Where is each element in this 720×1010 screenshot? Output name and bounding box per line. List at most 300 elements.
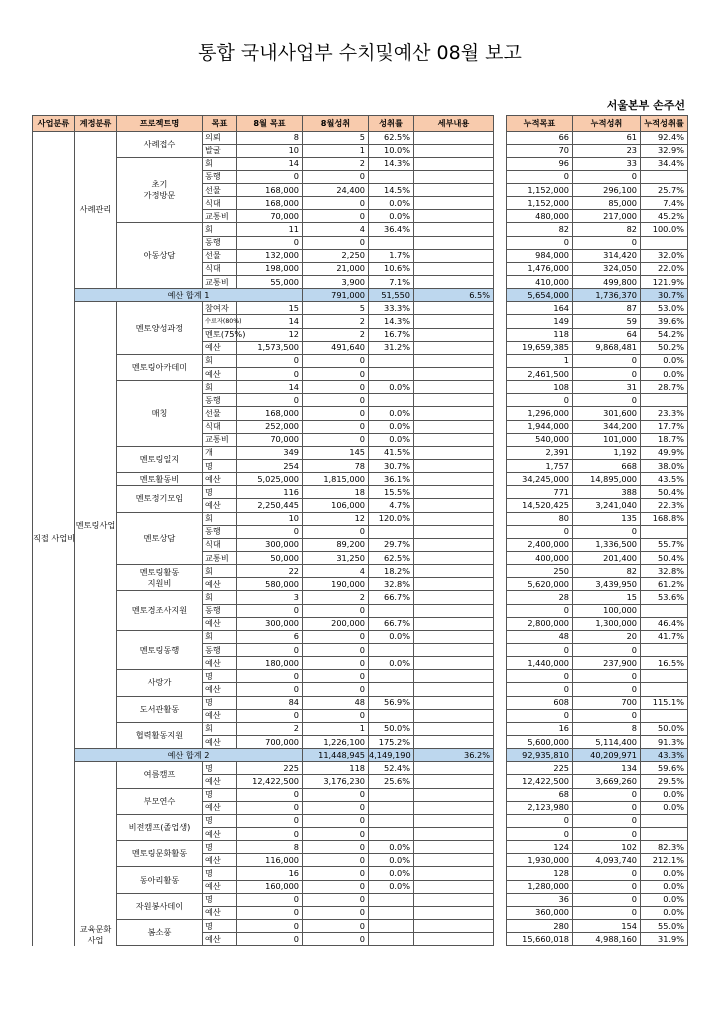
- cum-rate-cell: 28.7%: [641, 381, 688, 394]
- cum-target-cell: 1,944,000: [507, 420, 573, 433]
- cum-rate-cell: 100.0%: [641, 223, 688, 236]
- cum-total-target: 92,935,810: [507, 749, 573, 762]
- month-target-cell: 0: [237, 604, 303, 617]
- rate-cell: [369, 788, 414, 801]
- cum-rate-cell: [641, 683, 688, 696]
- detail-cell: [414, 499, 494, 512]
- header-detail: 세부내용: [414, 116, 494, 132]
- detail-cell: [414, 841, 494, 854]
- cum-row: [507, 420, 688, 433]
- cum-row: [507, 814, 688, 827]
- rate-cell: [369, 709, 414, 722]
- month-actual-cell: 106,000: [303, 499, 369, 512]
- detail-cell: [414, 368, 494, 381]
- cum-actual-cell: 1,192: [573, 446, 641, 459]
- cum-row: [507, 368, 688, 381]
- unit-cell: 예산: [203, 578, 237, 591]
- cum-rate-cell: 212.1%: [641, 854, 688, 867]
- cum-actual-cell: 0: [573, 170, 641, 183]
- cum-row: [507, 197, 688, 210]
- cum-actual-cell: 100,000: [573, 604, 641, 617]
- detail-cell: [414, 328, 494, 341]
- unit-cell: 예산: [203, 617, 237, 630]
- cum-target-cell: 2,800,000: [507, 617, 573, 630]
- unit-cell: 회: [203, 565, 237, 578]
- project-name-cell: 비전캠프(졸업생): [117, 814, 203, 840]
- rate-cell: 31.2%: [369, 341, 414, 354]
- cum-rate-cell: 0.0%: [641, 801, 688, 814]
- unit-cell: 참여자: [203, 302, 237, 315]
- cum-rate-cell: 17.7%: [641, 420, 688, 433]
- cum-row: [507, 933, 688, 946]
- cum-row: [507, 394, 688, 407]
- cum-row: [507, 709, 688, 722]
- cum-rate-cell: 32.8%: [641, 565, 688, 578]
- header-row: [33, 116, 494, 132]
- detail-cell: [414, 867, 494, 880]
- unit-cell: 예산: [203, 735, 237, 748]
- month-target-cell: 252,000: [237, 420, 303, 433]
- month-actual-cell: 0: [303, 420, 369, 433]
- month-actual-cell: 18: [303, 486, 369, 499]
- cum-rate-cell: 61.2%: [641, 578, 688, 591]
- rate-cell: 29.7%: [369, 538, 414, 551]
- cum-row: [507, 499, 688, 512]
- cum-target-cell: 280: [507, 919, 573, 932]
- month-actual-cell: 0: [303, 709, 369, 722]
- cum-actual-cell: 0: [573, 354, 641, 367]
- cum-actual-cell: 0: [573, 525, 641, 538]
- cum-rate-cell: 55.0%: [641, 919, 688, 932]
- cum-row: [507, 604, 688, 617]
- cum-actual-cell: 3,669,260: [573, 775, 641, 788]
- month-actual-cell: 190,000: [303, 578, 369, 591]
- detail-cell: [414, 775, 494, 788]
- cum-actual-cell: 1,336,500: [573, 538, 641, 551]
- cum-rate-cell: 7.4%: [641, 197, 688, 210]
- cum-rate-cell: [641, 827, 688, 840]
- cum-actual-cell: 668: [573, 460, 641, 473]
- rate-cell: 10.6%: [369, 262, 414, 275]
- rate-cell: [369, 368, 414, 381]
- unit-cell: 예산: [203, 341, 237, 354]
- cum-rate-cell: 23.3%: [641, 407, 688, 420]
- cum-target-cell: 5,600,000: [507, 735, 573, 748]
- rate-cell: 0.0%: [369, 630, 414, 643]
- month-actual-cell: 0: [303, 801, 369, 814]
- rate-cell: [369, 525, 414, 538]
- month-actual-cell: 1: [303, 722, 369, 735]
- unit-cell: 수료자(80%): [203, 315, 237, 328]
- cum-rate-cell: 45.2%: [641, 210, 688, 223]
- cum-rate-cell: 46.4%: [641, 617, 688, 630]
- cum-row: [507, 591, 688, 604]
- detail-cell: [414, 670, 494, 683]
- detail-cell: [414, 249, 494, 262]
- unit-cell: 명: [203, 460, 237, 473]
- cum-target-cell: 149: [507, 315, 573, 328]
- unit-cell: 선물: [203, 184, 237, 197]
- month-actual-cell: 0: [303, 630, 369, 643]
- cum-rate-cell: 50.0%: [641, 722, 688, 735]
- month-target-cell: 580,000: [237, 578, 303, 591]
- rate-cell: [369, 801, 414, 814]
- cum-target-cell: 164: [507, 302, 573, 315]
- unit-cell: 예산: [203, 827, 237, 840]
- unit-cell: 회: [203, 381, 237, 394]
- cum-target-cell: 1,476,000: [507, 262, 573, 275]
- cum-rate-cell: 82.3%: [641, 841, 688, 854]
- month-target-cell: 8: [237, 841, 303, 854]
- rate-cell: 1.7%: [369, 249, 414, 262]
- month-target-cell: 8: [237, 131, 303, 144]
- month-actual-cell: 3,900: [303, 276, 369, 289]
- cum-target-cell: 1,296,000: [507, 407, 573, 420]
- detail-cell: [414, 919, 494, 932]
- detail-cell: [414, 906, 494, 919]
- rate-cell: 0.0%: [369, 381, 414, 394]
- cum-row: [507, 552, 688, 565]
- month-target-cell: 2,250,445: [237, 499, 303, 512]
- total-target: 791,000: [303, 289, 369, 302]
- cum-row: [507, 341, 688, 354]
- cum-target-cell: 124: [507, 841, 573, 854]
- cum-actual-cell: 0: [573, 643, 641, 656]
- month-actual-cell: 1,226,100: [303, 735, 369, 748]
- cum-rate-cell: 38.0%: [641, 460, 688, 473]
- detail-cell: [414, 473, 494, 486]
- cum-rate-cell: 29.5%: [641, 775, 688, 788]
- cum-total-rate: 30.7%: [641, 289, 688, 302]
- cum-row: [507, 801, 688, 814]
- cum-actual-cell: 5,114,400: [573, 735, 641, 748]
- month-actual-cell: 21,000: [303, 262, 369, 275]
- detail-cell: [414, 538, 494, 551]
- unit-cell: 명: [203, 670, 237, 683]
- project-name-cell: 매칭: [117, 381, 203, 447]
- cum-row: [507, 315, 688, 328]
- month-target-cell: 0: [237, 170, 303, 183]
- month-target-cell: 70,000: [237, 433, 303, 446]
- rate-cell: 0.0%: [369, 854, 414, 867]
- cum-target-cell: 66: [507, 131, 573, 144]
- month-target-cell: 168,000: [237, 197, 303, 210]
- month-actual-cell: 0: [303, 236, 369, 249]
- cum-row: [507, 184, 688, 197]
- month-actual-cell: 0: [303, 368, 369, 381]
- budget-total-label: 예산 합계 2: [75, 749, 303, 762]
- detail-cell: [414, 933, 494, 946]
- cum-actual-cell: 3,241,040: [573, 499, 641, 512]
- month-actual-cell: 0: [303, 933, 369, 946]
- cum-rate-cell: 91.3%: [641, 735, 688, 748]
- unit-cell: 교통비: [203, 552, 237, 565]
- cum-rate-cell: 18.7%: [641, 433, 688, 446]
- table-row: [33, 762, 494, 775]
- cum-rate-cell: 39.6%: [641, 315, 688, 328]
- rate-cell: 0.0%: [369, 407, 414, 420]
- cum-rate-cell: 50.4%: [641, 552, 688, 565]
- cum-total-actual: 40,209,971: [573, 749, 641, 762]
- cum-target-cell: 410,000: [507, 276, 573, 289]
- unit-cell: 명: [203, 841, 237, 854]
- detail-cell: [414, 170, 494, 183]
- cum-target-cell: 0: [507, 236, 573, 249]
- unit-cell: 교통비: [203, 276, 237, 289]
- cum-actual-cell: 0: [573, 906, 641, 919]
- cum-rate-cell: 168.8%: [641, 512, 688, 525]
- rate-cell: 0.0%: [369, 867, 414, 880]
- unit-cell: 예산: [203, 880, 237, 893]
- cum-actual-cell: 8: [573, 722, 641, 735]
- cum-row: [507, 578, 688, 591]
- cum-target-cell: 80: [507, 512, 573, 525]
- cum-target-cell: 1,280,000: [507, 880, 573, 893]
- unit-cell: 교통비: [203, 433, 237, 446]
- unit-cell: 회: [203, 354, 237, 367]
- unit-cell: 선물: [203, 249, 237, 262]
- cum-target-cell: 0: [507, 670, 573, 683]
- month-target-cell: 0: [237, 933, 303, 946]
- cum-target-cell: 480,000: [507, 210, 573, 223]
- cum-row: [507, 841, 688, 854]
- rate-cell: [369, 906, 414, 919]
- detail-cell: [414, 735, 494, 748]
- project-name-cell: 부모연수: [117, 788, 203, 814]
- cum-actual-cell: 4,093,740: [573, 854, 641, 867]
- detail-cell: [414, 696, 494, 709]
- month-target-cell: 0: [237, 919, 303, 932]
- month-actual-cell: 2: [303, 157, 369, 170]
- cum-target-cell: 0: [507, 525, 573, 538]
- month-target-cell: 0: [237, 643, 303, 656]
- cum-row: [507, 276, 688, 289]
- cum-actual-cell: 82: [573, 223, 641, 236]
- detail-cell: [414, 578, 494, 591]
- cum-rate-cell: 50.2%: [641, 341, 688, 354]
- header-cum-target: 누적목표: [507, 116, 573, 132]
- month-actual-cell: 491,640: [303, 341, 369, 354]
- detail-cell: [414, 131, 494, 144]
- cum-row: [507, 170, 688, 183]
- cum-target-cell: 2,123,980: [507, 801, 573, 814]
- cum-target-cell: 68: [507, 788, 573, 801]
- cum-rate-cell: 54.2%: [641, 328, 688, 341]
- unit-cell: 식대: [203, 420, 237, 433]
- cum-rate-cell: 53.0%: [641, 302, 688, 315]
- cum-actual-cell: 0: [573, 893, 641, 906]
- month-actual-cell: 0: [303, 604, 369, 617]
- cum-actual-cell: 296,100: [573, 184, 641, 197]
- rate-cell: 41.5%: [369, 446, 414, 459]
- rate-cell: 36.1%: [369, 473, 414, 486]
- detail-cell: [414, 341, 494, 354]
- cum-row: [507, 630, 688, 643]
- cum-actual-cell: 135: [573, 512, 641, 525]
- cum-target-cell: 15,660,018: [507, 933, 573, 946]
- rate-cell: 50.0%: [369, 722, 414, 735]
- month-actual-cell: 145: [303, 446, 369, 459]
- cum-rate-cell: 0.0%: [641, 893, 688, 906]
- cum-target-cell: 0: [507, 709, 573, 722]
- cum-row: [507, 788, 688, 801]
- cum-actual-cell: 237,900: [573, 657, 641, 670]
- month-target-cell: 349: [237, 446, 303, 459]
- month-target-cell: 16: [237, 867, 303, 880]
- project-name-cell: 사례접수: [117, 131, 203, 157]
- detail-cell: [414, 657, 494, 670]
- month-actual-cell: 3,176,230: [303, 775, 369, 788]
- cum-row: [507, 512, 688, 525]
- month-actual-cell: 0: [303, 841, 369, 854]
- cum-target-cell: 14,520,425: [507, 499, 573, 512]
- rate-cell: 0.0%: [369, 657, 414, 670]
- cum-rate-cell: [641, 670, 688, 683]
- month-target-cell: 300,000: [237, 538, 303, 551]
- month-target-cell: 0: [237, 827, 303, 840]
- table-row: [33, 131, 494, 144]
- detail-cell: [414, 394, 494, 407]
- rate-cell: 16.7%: [369, 328, 414, 341]
- cum-row: [507, 262, 688, 275]
- table-row: [33, 302, 494, 315]
- cum-actual-cell: 301,600: [573, 407, 641, 420]
- total-actual: 4,149,190: [369, 749, 414, 762]
- cum-rate-cell: 16.5%: [641, 657, 688, 670]
- detail-cell: [414, 788, 494, 801]
- header-cum-actual: 누적성취: [573, 116, 641, 132]
- month-actual-cell: 0: [303, 381, 369, 394]
- month-actual-cell: 2: [303, 315, 369, 328]
- unit-cell: 교통비: [203, 210, 237, 223]
- month-actual-cell: 0: [303, 433, 369, 446]
- month-actual-cell: 0: [303, 788, 369, 801]
- cum-row: [507, 473, 688, 486]
- month-target-cell: 14: [237, 157, 303, 170]
- cum-rate-cell: 0.0%: [641, 354, 688, 367]
- unit-cell: 예산: [203, 854, 237, 867]
- rate-cell: 10.0%: [369, 144, 414, 157]
- cum-target-cell: 108: [507, 381, 573, 394]
- project-name-cell: 아동상담: [117, 223, 203, 289]
- unit-cell: 동행: [203, 170, 237, 183]
- unit-cell: 명: [203, 893, 237, 906]
- cum-actual-cell: 0: [573, 801, 641, 814]
- cum-row: [507, 236, 688, 249]
- unit-cell: 식대: [203, 262, 237, 275]
- cum-rate-cell: 53.6%: [641, 591, 688, 604]
- monthly-table: [32, 115, 494, 946]
- cum-row: [507, 354, 688, 367]
- cum-row: [507, 854, 688, 867]
- detail-cell: [414, 827, 494, 840]
- cum-target-cell: 34,245,000: [507, 473, 573, 486]
- cum-target-cell: 19,659,385: [507, 341, 573, 354]
- month-target-cell: 0: [237, 394, 303, 407]
- rate-cell: 18.2%: [369, 565, 414, 578]
- unit-cell: 식대: [203, 197, 237, 210]
- rate-cell: 62.5%: [369, 131, 414, 144]
- month-target-cell: 700,000: [237, 735, 303, 748]
- detail-cell: [414, 276, 494, 289]
- cum-row: [507, 446, 688, 459]
- detail-cell: [414, 381, 494, 394]
- month-target-cell: 2: [237, 722, 303, 735]
- cum-row: [507, 249, 688, 262]
- project-name-cell: 봄소풍: [117, 919, 203, 945]
- cum-total-row: [507, 289, 688, 302]
- detail-cell: [414, 525, 494, 538]
- total-target: 11,448,945: [303, 749, 369, 762]
- month-actual-cell: 0: [303, 354, 369, 367]
- detail-cell: [414, 433, 494, 446]
- cum-actual-cell: 87: [573, 302, 641, 315]
- detail-cell: [414, 512, 494, 525]
- month-actual-cell: 2,250: [303, 249, 369, 262]
- project-name-cell: 멘토활동비: [117, 473, 203, 486]
- month-actual-cell: 24,400: [303, 184, 369, 197]
- detail-cell: [414, 854, 494, 867]
- account-category-cell: 사례관리: [75, 131, 117, 289]
- month-target-cell: 0: [237, 788, 303, 801]
- cum-actual-cell: 85,000: [573, 197, 641, 210]
- month-actual-cell: 89,200: [303, 538, 369, 551]
- cum-target-cell: 0: [507, 170, 573, 183]
- month-target-cell: 0: [237, 893, 303, 906]
- cum-target-cell: 36: [507, 893, 573, 906]
- month-target-cell: 0: [237, 354, 303, 367]
- unit-cell: 개: [203, 446, 237, 459]
- month-target-cell: 10: [237, 144, 303, 157]
- detail-cell: [414, 157, 494, 170]
- detail-cell: [414, 236, 494, 249]
- cum-actual-cell: 217,000: [573, 210, 641, 223]
- detail-cell: [414, 262, 494, 275]
- rate-cell: 0.0%: [369, 841, 414, 854]
- unit-cell: 동행: [203, 643, 237, 656]
- cum-target-cell: 48: [507, 630, 573, 643]
- cum-actual-cell: 0: [573, 709, 641, 722]
- month-target-cell: 12,422,500: [237, 775, 303, 788]
- cum-target-cell: 0: [507, 683, 573, 696]
- month-target-cell: 84: [237, 696, 303, 709]
- cum-rate-cell: 121.9%: [641, 276, 688, 289]
- rate-cell: [369, 919, 414, 932]
- rate-cell: 7.1%: [369, 276, 414, 289]
- cum-target-cell: 0: [507, 814, 573, 827]
- cum-target-cell: 5,620,000: [507, 578, 573, 591]
- cum-actual-cell: 0: [573, 236, 641, 249]
- month-target-cell: 0: [237, 814, 303, 827]
- rate-cell: 15.5%: [369, 486, 414, 499]
- cum-target-cell: 984,000: [507, 249, 573, 262]
- project-name-cell: 멘토링아카데미: [117, 354, 203, 380]
- cum-rate-cell: 59.6%: [641, 762, 688, 775]
- cum-rate-cell: 32.0%: [641, 249, 688, 262]
- cum-actual-cell: 324,050: [573, 262, 641, 275]
- unit-cell: 의뢰: [203, 131, 237, 144]
- cum-target-cell: 1: [507, 354, 573, 367]
- month-actual-cell: 0: [303, 827, 369, 840]
- cum-actual-cell: 388: [573, 486, 641, 499]
- cum-row: [507, 381, 688, 394]
- detail-cell: [414, 552, 494, 565]
- cum-actual-cell: 0: [573, 368, 641, 381]
- month-target-cell: 14: [237, 315, 303, 328]
- month-target-cell: 116: [237, 486, 303, 499]
- cum-target-cell: 128: [507, 867, 573, 880]
- month-target-cell: 254: [237, 460, 303, 473]
